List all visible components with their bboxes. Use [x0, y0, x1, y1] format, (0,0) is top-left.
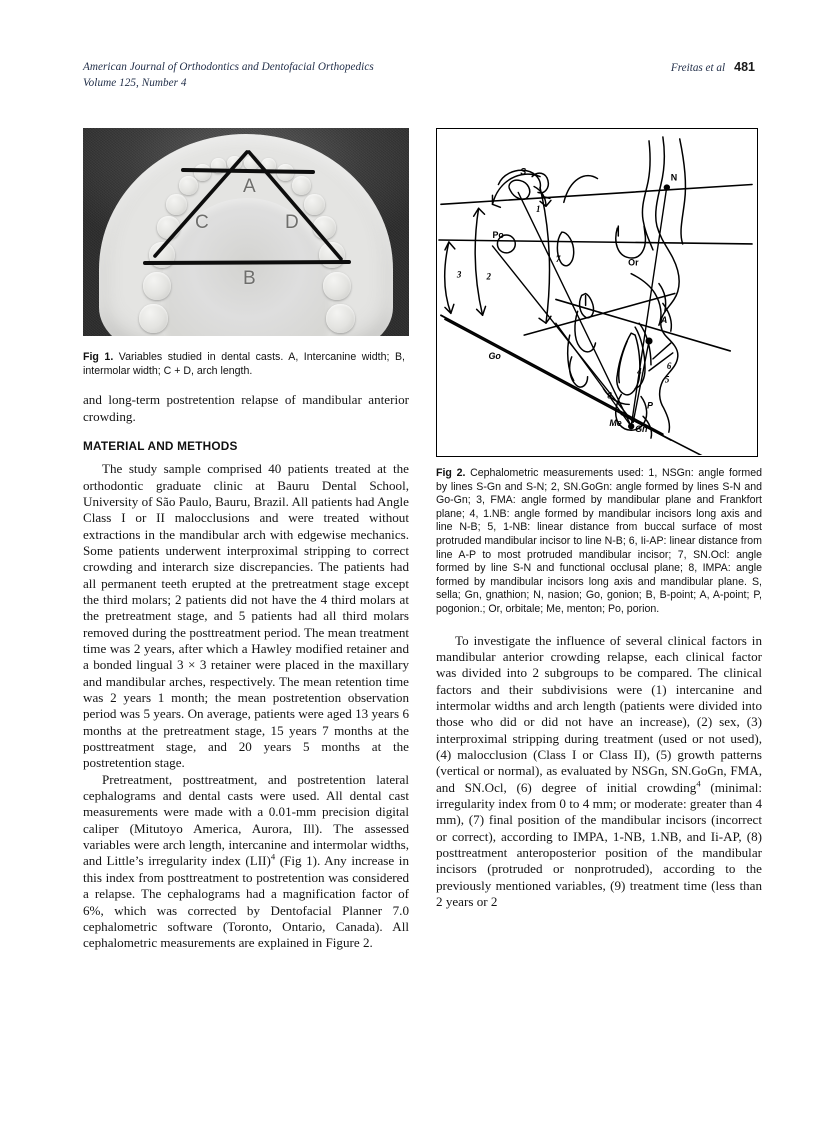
- label-go: Go: [488, 350, 501, 361]
- figure-2-caption-text: Cephalometric measurements used: 1, NSGn: angle formed by lines S-Gn and S-N; 2, SN.GoGn: angle formed by lines S-N and Go-Gn; 3, FMA: angle formed by mandibular plane and Frankfort plane; 4, 1.NB: angle formed by mandibular incisors long axis and line N-B; 5, 1-NB: linear distance from buccal surface of most protruded mandibular incisor to line N-B; 6, Ii-AP: linear distance from line A-P to most protruded mandibular incisor; 7, SN.Ocl: angle formed by line S-N and functional occlusal plane; 8, IMPA: angle formed by mandibular incisors long axis and mandibular plane. S, sella; Gn, gnathion; N, nasion; Go, gonion; B, B-point; A, A-point; P, pogonion.; Or, orbitale; Me, menton; Po, porion.: [436, 467, 762, 615]
- figure-1-label-d: D: [285, 212, 299, 233]
- measurement-number-3: 3: [456, 269, 462, 280]
- label-n: N: [670, 172, 678, 183]
- reference-marker-4-right: 4: [696, 778, 701, 789]
- page-number: 481: [734, 60, 755, 74]
- line-a-intercanine-width: [183, 170, 313, 172]
- line-b-intermolar-width: [145, 262, 349, 263]
- running-head-right: [671, 60, 755, 74]
- paragraph-clinical-factors-part1: To investigate the influence of several clinical factors in mandibular anterior crowding relapse, each clinical factor was divided into 2 subgroups to be compared. The clinical factors and their subdivisions were (1) intercanine and intermolar widths and arch length (patients were divided into those who did or did not have an increase), (2) sex, (3) interproximal stripping during treatment (used or not used), (4) malocclusion (Class I or Class II), (5) growth patterns (vertical or normal), as evaluated by NSGn, SN.GoGn, FMA, and SN.Ocl, (6) degree of initial crowding: [436, 632, 762, 795]
- running-head-authors: Freitas et al: [670, 62, 726, 74]
- running-head-volume: Volume 125, Number 4: [83, 76, 187, 89]
- right-column-body: [436, 633, 762, 911]
- running-head-journal-title: American Journal of Orthodontics and Dentofacial Orthopedics: [83, 61, 374, 73]
- measurement-number-1: 1: [536, 204, 541, 215]
- right-column: [436, 128, 762, 910]
- line-c-arch-length-left: [155, 152, 247, 256]
- paragraph-clinical-factors: [436, 633, 762, 911]
- figure-2-caption-prefix: Fig 2.: [436, 467, 466, 479]
- running-head: [83, 60, 755, 94]
- figure-1-caption-prefix: Fig 1.: [83, 351, 114, 363]
- figure-1-label-a: A: [243, 176, 256, 197]
- label-p: P: [647, 400, 653, 411]
- paragraph-continuation: and long-term postretention relapse of mandibular anterior crowding.: [83, 392, 409, 424]
- paragraph-study-sample: The study sample comprised 40 patients treated at the orthodontic graduate clinic at Bauru Dental School, University of São Paulo, Bauru, Brazil. All patients had Angle Class I or II malocclusions and were treated without extractions in the mandibular arch with edgewise mechanics. Some patients underwent interproximal stripping to correct crowding and interarch size discrepancies. The patients had all permanent teeth erupted at the pretreatment stage except the third molars; 2 patients did not have the 4 third molars at the pretreatment stage, and 5 patients had all third molars removed during the posttreatment period. The mean treatment time was 2 years, after which a Hawley modified retainer and a bonded lingual 3 × 3 retainer were placed in the maxillary and mandibular arches, respectively. The mean retention time was 2 years 1 month; the mean postretention observation period was 5 years. On average, patients were aged 13 years 6 months at the pretreatment stage, 15 years 7 months at the posttreatment stage, and 20 years 5 months at the postretention stage.: [83, 461, 409, 771]
- label-gn: Gn: [635, 424, 648, 435]
- left-column-body: [83, 392, 409, 951]
- paragraph-measurements-part2: (Fig 1). Any increase in this index from posttreatment to postretention was considered a relapse. The cephalograms had a magnification factor of 6%, which was corrected by Dentofacial Planner 7.0 cephalometric software (Toronto, Ontario, Canada). All cephalometric measurements are explained in Figure 2.: [83, 853, 409, 951]
- reference-marker-4: 4: [270, 852, 276, 863]
- measurement-number-8: 8: [607, 390, 612, 401]
- paragraph-measurements-part1: Pretreatment, posttreatment, and postretention lateral cephalograms and dental casts were used. All dental cast measurements were made with a 0.01-mm precision digital caliper (Mitutoyo America, Aurora, Ill). The assessed variables were arch length, intercanine and intermolar widths, and Little’s irregularity index (LII): [83, 771, 409, 869]
- figure-1-label-c: C: [195, 212, 209, 233]
- figure-2-caption: [436, 467, 762, 617]
- measurement-number-4: 4: [637, 366, 642, 377]
- section-heading-material-and-methods: MATERIAL AND METHODS: [83, 438, 238, 453]
- paragraph-clinical-factors-part2: (minimal: irregularity index from 0 to 4 mm; or moderate: greater than 4 mm), (7) final position of the mandibular incisors (incorrect or correct), according to IMPA, 1-NB, 1.NB, and Ii-AP, (8) posttreatment anteroposterior position of the mandibular incisors (protruded or nonprotruded), according to the previously mentioned variables, (9) treatment time (less than 2 years or 2: [436, 779, 762, 910]
- label-or: Or: [628, 257, 639, 268]
- label-s: S: [520, 166, 527, 177]
- label-a: A: [660, 315, 668, 326]
- paragraph-measurements: [83, 772, 409, 952]
- figure-1-caption: [83, 351, 405, 378]
- measurement-number-2: 2: [486, 271, 491, 282]
- running-head-journal: [83, 60, 374, 91]
- line-d-arch-length-right: [249, 152, 341, 259]
- measurement-number-7: 7: [555, 253, 561, 264]
- measurement-number-6: 6: [666, 360, 672, 371]
- label-me: Me: [609, 418, 622, 429]
- figure-1-caption-text: Variables studied in dental casts. A, Intercanine width; B, intermolar width; C + D, arch length.: [83, 351, 405, 377]
- figure-1-measurement-lines: [83, 128, 409, 336]
- figure-1-image: [83, 128, 409, 336]
- measurement-number-5: 5: [664, 374, 670, 385]
- cephalometric-tracing: [437, 129, 756, 455]
- label-po: Po: [492, 230, 504, 241]
- figure-2-image: [436, 128, 758, 457]
- left-column: [83, 128, 409, 952]
- figure-1-label-b: B: [243, 268, 256, 289]
